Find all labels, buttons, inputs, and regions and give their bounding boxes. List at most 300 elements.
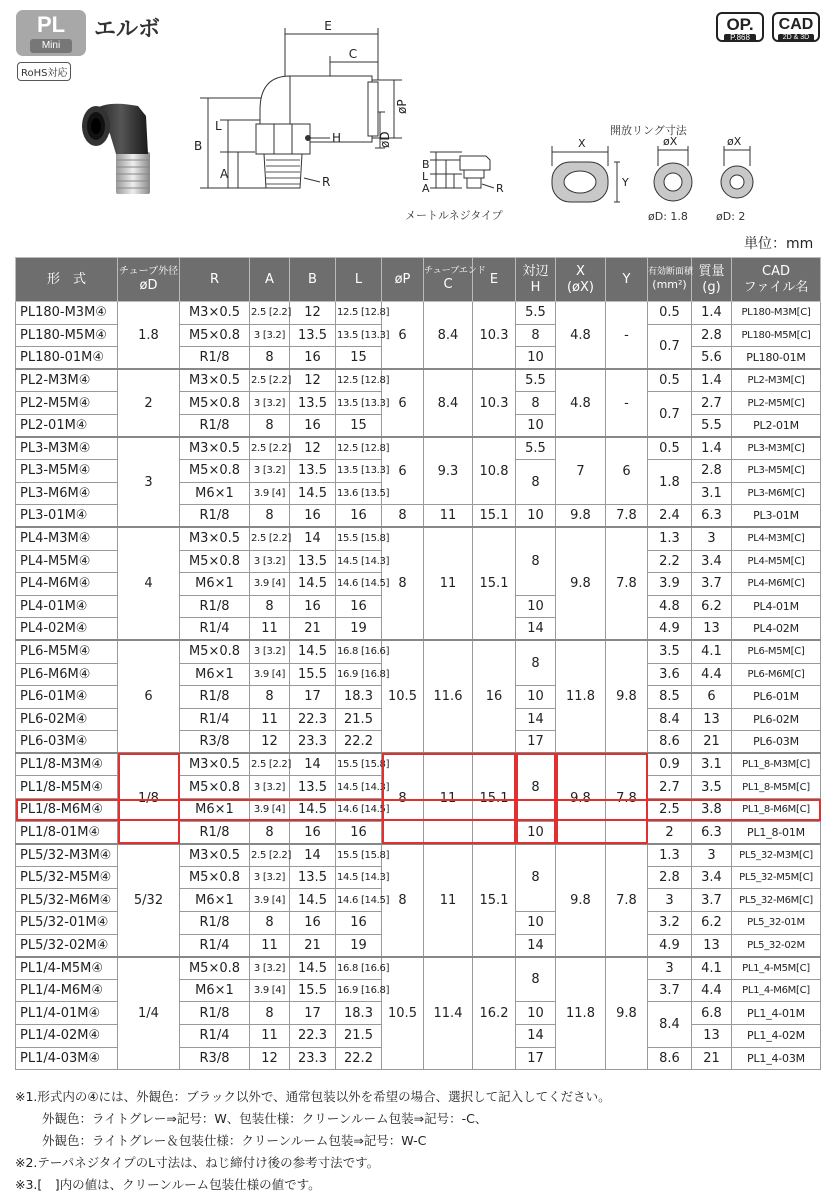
elbow-dimension-drawing [180, 20, 420, 205]
cell-l: 13.5 [13.3] [336, 460, 382, 483]
cell-area: 8.4 [648, 1002, 692, 1047]
op-label: OP. [726, 15, 754, 34]
table-header [16, 258, 821, 302]
cell-r: R1/8 [180, 1002, 250, 1025]
note-1-detail-a: 外観色：ライトグレー⇒記号：W、包装仕様：クリーンルーム包装⇒記号：-C、 [42, 1111, 488, 1126]
cell-c: 11.4 [424, 957, 473, 1070]
cell-c: 8.4 [424, 302, 473, 370]
cell-cad[interactable]: PL1_4-M6M[C] [732, 979, 821, 1002]
col-x [556, 258, 606, 302]
cell-r: M3×0.5 [180, 369, 250, 392]
cell-h: 8 [516, 324, 556, 347]
cell-mass: 3 [692, 527, 732, 550]
cell-h: 5.5 [516, 302, 556, 325]
cell-model: PL3-M3M④ [16, 437, 118, 460]
cell-l: 16.9 [16.8] [336, 663, 382, 686]
cell-a: 3 [3.2] [250, 776, 290, 799]
cell-h: 14 [516, 708, 556, 731]
cell-b: 12 [290, 369, 336, 392]
cell-x: 11.8 [556, 957, 606, 1070]
ring-label-ox2: øX [727, 135, 742, 148]
cell-cad[interactable]: PL2-01M [732, 414, 821, 437]
cell-cad[interactable]: PL5_32-02M [732, 934, 821, 957]
op-page: P.868 [724, 34, 756, 42]
cell-b: 14.5 [290, 573, 336, 596]
metric-type-caption: メートルネジタイプ [405, 209, 503, 222]
page-title: エルボ [94, 17, 161, 42]
cell-cad[interactable]: PL6-01M [732, 686, 821, 709]
cell-area: 2.2 [648, 550, 692, 573]
cell-a: 3.9 [4] [250, 979, 290, 1002]
cell-y: 6 [606, 437, 648, 505]
cell-cad[interactable]: PL180-M3M[C] [732, 302, 821, 325]
cell-r: R1/8 [180, 686, 250, 709]
cell-mass: 21 [692, 1047, 732, 1070]
cell-b: 23.3 [290, 1047, 336, 1070]
cell-model: PL5/32-M5M④ [16, 866, 118, 889]
cell-l: 18.3 [336, 1002, 382, 1025]
cell-r: M6×1 [180, 482, 250, 505]
cell-mass: 21 [692, 731, 732, 754]
cell-mass: 6.3 [692, 821, 732, 844]
cell-a: 2.5 [2.2] [250, 753, 290, 776]
col-cad-a: CAD [762, 263, 790, 279]
cell-model: PL1/8-01M④ [16, 821, 118, 844]
cell-cad[interactable]: PL2-M3M[C] [732, 369, 821, 392]
cell-cad[interactable]: PL4-02M [732, 618, 821, 641]
cell-x: 4.8 [556, 369, 606, 437]
cell-area: 1.3 [648, 527, 692, 550]
cell-model: PL1/8-M3M④ [16, 753, 118, 776]
dim-label-p: øP [395, 99, 409, 114]
cell-b: 12 [290, 437, 336, 460]
cell-x: 9.8 [556, 527, 606, 640]
cell-b: 16 [290, 595, 336, 618]
cell-cad[interactable]: PL6-03M [732, 731, 821, 754]
cell-mass: 6.3 [692, 505, 732, 528]
col-e-label: E [489, 271, 499, 287]
cell-r: M3×0.5 [180, 302, 250, 325]
cell-b: 14.5 [290, 640, 336, 663]
cell-model: PL180-01M④ [16, 347, 118, 370]
note-1: ※1.形式内の④には、外観色：ブラック以外で、通常包装以外を希望の場合、選択して記入してください。 [15, 1089, 611, 1104]
metric-thread-drawing [410, 148, 520, 200]
cell-tube-od: 2 [118, 369, 180, 437]
cell-l: 16 [336, 505, 382, 528]
cell-l: 22.2 [336, 1047, 382, 1070]
cell-cad[interactable]: PL1_8-01M [732, 821, 821, 844]
col-mass [692, 258, 732, 302]
note-3: ※3.[ ]内の値は、クリーンルーム包装仕様の値です。 [15, 1177, 321, 1192]
cell-h: 10 [516, 595, 556, 618]
cell-mass: 6.8 [692, 1002, 732, 1025]
cell-r: R1/8 [180, 595, 250, 618]
cell-cad[interactable]: PL4-M5M[C] [732, 550, 821, 573]
cell-mass: 13 [692, 934, 732, 957]
cell-model: PL4-M5M④ [16, 550, 118, 573]
cell-b: 13.5 [290, 866, 336, 889]
cell-mass: 1.4 [692, 369, 732, 392]
cell-cad[interactable]: PL4-M3M[C] [732, 527, 821, 550]
cell-mass: 3.7 [692, 573, 732, 596]
cell-model: PL6-M5M④ [16, 640, 118, 663]
cell-a: 3.9 [4] [250, 799, 290, 822]
cell-cad[interactable]: PL3-M6M[C] [732, 482, 821, 505]
cell-a: 8 [250, 347, 290, 370]
release-ring-drawing [540, 136, 790, 208]
cell-r: M3×0.5 [180, 527, 250, 550]
cell-area: 8.6 [648, 731, 692, 754]
cell-l: 18.3 [336, 686, 382, 709]
cell-r: R1/4 [180, 708, 250, 731]
cell-tube-od: 5/32 [118, 844, 180, 957]
cell-cad[interactable]: PL2-M5M[C] [732, 392, 821, 415]
cell-y: 7.8 [606, 505, 648, 528]
cell-cad[interactable]: PL1_4-01M [732, 1002, 821, 1025]
cell-a: 8 [250, 686, 290, 709]
cell-b: 15.5 [290, 979, 336, 1002]
cell-a: 3 [3.2] [250, 866, 290, 889]
series-code: PL [36, 12, 66, 37]
cell-b: 21 [290, 618, 336, 641]
cell-r: R1/4 [180, 618, 250, 641]
cell-a: 8 [250, 821, 290, 844]
cell-model: PL5/32-M6M④ [16, 889, 118, 912]
cell-a: 2.5 [2.2] [250, 527, 290, 550]
cell-h: 10 [516, 347, 556, 370]
cell-mass: 6 [692, 686, 732, 709]
table-row [16, 640, 821, 663]
cell-mass: 3 [692, 844, 732, 867]
cell-b: 14 [290, 844, 336, 867]
cell-cad[interactable]: PL5_32-01M [732, 912, 821, 935]
cell-x: 4.8 [556, 302, 606, 370]
cell-e: 15.1 [473, 844, 516, 957]
cell-r: M5×0.8 [180, 957, 250, 980]
cell-r: M3×0.5 [180, 437, 250, 460]
cell-l: 15.5 [15.8] [336, 527, 382, 550]
note-1-detail-b: 外観色：ライトグレー＆包装仕様：クリーンルーム包装⇒記号：W-C [42, 1133, 427, 1148]
cell-x: 11.8 [556, 640, 606, 753]
cell-l: 12.5 [12.8] [336, 302, 382, 325]
col-area-b: (mm²) [652, 278, 687, 291]
cell-cad[interactable]: PL1_4-03M [732, 1047, 821, 1070]
cell-r: M6×1 [180, 663, 250, 686]
cell-model: PL2-01M④ [16, 414, 118, 437]
cell-a: 11 [250, 708, 290, 731]
cell-y: 7.8 [606, 753, 648, 843]
cell-a: 3.9 [4] [250, 889, 290, 912]
cell-cad[interactable]: PL1_8-M5M[C] [732, 776, 821, 799]
cell-b: 23.3 [290, 731, 336, 754]
cell-model: PL4-02M④ [16, 618, 118, 641]
cell-model: PL6-M6M④ [16, 663, 118, 686]
cell-model: PL4-M6M④ [16, 573, 118, 596]
ring-caption: 開放リング寸法 [610, 124, 687, 137]
cell-e: 15.1 [473, 753, 516, 843]
cell-c: 11 [424, 753, 473, 843]
col-mass-a: 質量 [698, 263, 725, 279]
cell-l: 14.5 [14.3] [336, 550, 382, 573]
cell-r: R1/4 [180, 934, 250, 957]
footnotes [15, 1086, 611, 1196]
cell-h: 8 [516, 527, 556, 595]
cell-p: 8 [382, 505, 424, 528]
cell-b: 14.5 [290, 889, 336, 912]
cell-b: 16 [290, 505, 336, 528]
cell-a: 11 [250, 618, 290, 641]
cell-tube-od: 3 [118, 437, 180, 527]
cell-model: PL2-M3M④ [16, 369, 118, 392]
cell-tube-od: 4 [118, 527, 180, 640]
cad-link-badge[interactable] [772, 12, 820, 42]
col-l-label: L [354, 271, 363, 287]
cell-area: 8.4 [648, 708, 692, 731]
cell-p: 10.5 [382, 957, 424, 1070]
cell-b: 12 [290, 302, 336, 325]
cell-cad[interactable]: PL6-M6M[C] [732, 663, 821, 686]
cell-cad[interactable]: PL6-02M [732, 708, 821, 731]
cell-b: 16 [290, 912, 336, 935]
cell-area: 0.7 [648, 324, 692, 369]
cell-cad[interactable]: PL5_32-M6M[C] [732, 889, 821, 912]
cell-e: 16.2 [473, 957, 516, 1070]
cad-label: CAD [778, 16, 814, 33]
cell-area: 3.6 [648, 663, 692, 686]
cell-mass: 13 [692, 618, 732, 641]
cell-r: M5×0.8 [180, 640, 250, 663]
cell-r: R1/4 [180, 1025, 250, 1048]
cell-r: M3×0.5 [180, 753, 250, 776]
cell-mass: 3.1 [692, 482, 732, 505]
cell-h: 17 [516, 1047, 556, 1070]
cell-b: 22.3 [290, 1025, 336, 1048]
cell-area: 1.3 [648, 844, 692, 867]
cell-cad[interactable]: PL4-M6M[C] [732, 573, 821, 596]
cell-cad[interactable]: PL1_4-02M [732, 1025, 821, 1048]
cell-cad[interactable]: PL3-M3M[C] [732, 437, 821, 460]
cell-mass: 3.4 [692, 550, 732, 573]
cell-r: R1/8 [180, 821, 250, 844]
cell-p: 6 [382, 302, 424, 370]
cell-e: 15.1 [473, 505, 516, 528]
col-r-label: R [209, 271, 220, 287]
cell-mass: 3.8 [692, 799, 732, 822]
cell-h: 10 [516, 686, 556, 709]
cell-l: 16 [336, 912, 382, 935]
col-area [648, 258, 692, 302]
ring-label-ox1: øX [663, 135, 678, 148]
cell-b: 13.5 [290, 460, 336, 483]
cell-h: 17 [516, 731, 556, 754]
cell-y: - [606, 302, 648, 370]
cell-b: 16 [290, 821, 336, 844]
cell-a: 2.5 [2.2] [250, 369, 290, 392]
col-p [382, 258, 424, 302]
cell-r: M6×1 [180, 573, 250, 596]
cell-c: 11 [424, 527, 473, 640]
col-c-a: チューブエンド [424, 266, 486, 277]
cell-cad[interactable]: PL5_32-M3M[C] [732, 844, 821, 867]
cell-area: 3 [648, 957, 692, 980]
cell-h: 8 [516, 460, 556, 505]
cell-area: 0.5 [648, 437, 692, 460]
dim-label-e: E [324, 19, 332, 33]
cell-area: 2.4 [648, 505, 692, 528]
cell-model: PL3-M5M④ [16, 460, 118, 483]
col-b [290, 258, 336, 302]
cell-b: 13.5 [290, 324, 336, 347]
cell-p: 6 [382, 437, 424, 505]
cell-l: 14.5 [14.3] [336, 866, 382, 889]
cell-cad[interactable]: PL5_32-M5M[C] [732, 866, 821, 889]
cell-a: 2.5 [2.2] [250, 302, 290, 325]
table-row [16, 527, 821, 550]
col-h [516, 258, 556, 302]
cell-l: 16 [336, 595, 382, 618]
cell-r: M5×0.8 [180, 392, 250, 415]
col-a-label: A [265, 271, 274, 287]
cell-cad[interactable]: PL1_4-M5M[C] [732, 957, 821, 980]
unit-label: 単位：mm [744, 236, 814, 252]
cell-a: 11 [250, 934, 290, 957]
cell-a: 12 [250, 1047, 290, 1070]
cell-mass: 13 [692, 1025, 732, 1048]
cell-l: 14.5 [14.3] [336, 776, 382, 799]
cell-a: 3 [3.2] [250, 324, 290, 347]
cell-a: 3.9 [4] [250, 663, 290, 686]
cell-l: 15.5 [15.8] [336, 844, 382, 867]
cell-y: 7.8 [606, 527, 648, 640]
dim-label-r: R [322, 175, 331, 189]
cell-model: PL6-01M④ [16, 686, 118, 709]
cell-a: 8 [250, 912, 290, 935]
cell-h: 10 [516, 414, 556, 437]
cell-b: 14.5 [290, 957, 336, 980]
cell-h: 8 [516, 844, 556, 912]
col-area-a: 有効断面積 [648, 267, 694, 278]
table-row [16, 369, 821, 392]
cell-tube-od: 1/8 [118, 753, 180, 843]
cell-e: 10.3 [473, 302, 516, 370]
cell-cad[interactable]: PL180-M5M[C] [732, 324, 821, 347]
dim-label-c: C [348, 47, 358, 61]
cell-cad[interactable]: PL3-M5M[C] [732, 460, 821, 483]
cell-cad[interactable]: PL6-M5M[C] [732, 640, 821, 663]
cell-mass: 4.4 [692, 663, 732, 686]
cell-p: 8 [382, 527, 424, 640]
cell-b: 17 [290, 686, 336, 709]
dim-label-b: B [194, 139, 203, 153]
table-row [16, 844, 821, 867]
cell-b: 21 [290, 934, 336, 957]
cell-a: 3 [3.2] [250, 392, 290, 415]
cell-model: PL5/32-01M④ [16, 912, 118, 935]
cell-a: 8 [250, 505, 290, 528]
cell-y: 9.8 [606, 957, 648, 1070]
cell-y: - [606, 369, 648, 437]
op-link-badge[interactable] [716, 12, 764, 42]
cell-model: PL180-M3M④ [16, 302, 118, 325]
cell-mass: 4.1 [692, 957, 732, 980]
cell-cad[interactable]: PL180-01M [732, 347, 821, 370]
cell-a: 2.5 [2.2] [250, 437, 290, 460]
series-badge [16, 10, 86, 56]
cell-mass: 2.8 [692, 460, 732, 483]
cell-h: 5.5 [516, 369, 556, 392]
cell-a: 3 [3.2] [250, 957, 290, 980]
cell-r: R1/8 [180, 505, 250, 528]
cell-c: 11 [424, 505, 473, 528]
cell-l: 15 [336, 414, 382, 437]
col-c-b: C [443, 277, 453, 293]
cell-area: 0.7 [648, 392, 692, 437]
cell-model: PL6-03M④ [16, 731, 118, 754]
cell-l: 12.5 [12.8] [336, 369, 382, 392]
cell-a: 8 [250, 1002, 290, 1025]
cell-cad[interactable]: PL1_8-M6M[C] [732, 799, 821, 822]
cell-mass: 2.7 [692, 392, 732, 415]
cell-r: M5×0.8 [180, 550, 250, 573]
cell-b: 13.5 [290, 392, 336, 415]
dim-label-h: H [332, 131, 342, 145]
cell-r: M6×1 [180, 799, 250, 822]
cell-r: M3×0.5 [180, 844, 250, 867]
table-row [16, 302, 821, 325]
cell-r: M5×0.8 [180, 776, 250, 799]
cell-cad[interactable]: PL4-01M [732, 595, 821, 618]
cell-p: 10.5 [382, 640, 424, 753]
cell-mass: 1.4 [692, 437, 732, 460]
cell-area: 0.9 [648, 753, 692, 776]
metric-label-a: A [422, 182, 430, 195]
col-cad-b: ファイル名 [743, 279, 809, 295]
cell-l: 15 [336, 347, 382, 370]
col-tube-od [118, 258, 180, 302]
cell-a: 3 [3.2] [250, 460, 290, 483]
cell-cad[interactable]: PL1_8-M3M[C] [732, 753, 821, 776]
cell-b: 16 [290, 347, 336, 370]
cell-mass: 5.5 [692, 414, 732, 437]
cell-a: 8 [250, 414, 290, 437]
cell-b: 17 [290, 1002, 336, 1025]
cell-model: PL3-01M④ [16, 505, 118, 528]
cell-model: PL1/4-01M④ [16, 1002, 118, 1025]
cell-area: 3.2 [648, 912, 692, 935]
cell-x: 9.8 [556, 753, 606, 843]
col-a [250, 258, 290, 302]
metric-label-r: R [496, 182, 504, 195]
cell-cad[interactable]: PL3-01M [732, 505, 821, 528]
cell-mass: 1.4 [692, 302, 732, 325]
cell-tube-od: 1.8 [118, 302, 180, 370]
cell-l: 15.5 [15.8] [336, 753, 382, 776]
cell-l: 16.8 [16.6] [336, 957, 382, 980]
cell-e: 15.1 [473, 527, 516, 640]
cell-l: 16.8 [16.6] [336, 640, 382, 663]
cell-area: 4.9 [648, 618, 692, 641]
cell-a: 2.5 [2.2] [250, 844, 290, 867]
cell-h: 14 [516, 618, 556, 641]
cell-y: 9.8 [606, 640, 648, 753]
cell-l: 21.5 [336, 1025, 382, 1048]
col-x-b: (øX) [566, 279, 594, 295]
ring-d18-caption: øD: 1.8 [648, 210, 688, 223]
cell-b: 14.5 [290, 482, 336, 505]
cell-area: 2.7 [648, 776, 692, 799]
cell-l: 19 [336, 934, 382, 957]
cell-mass: 6.2 [692, 595, 732, 618]
